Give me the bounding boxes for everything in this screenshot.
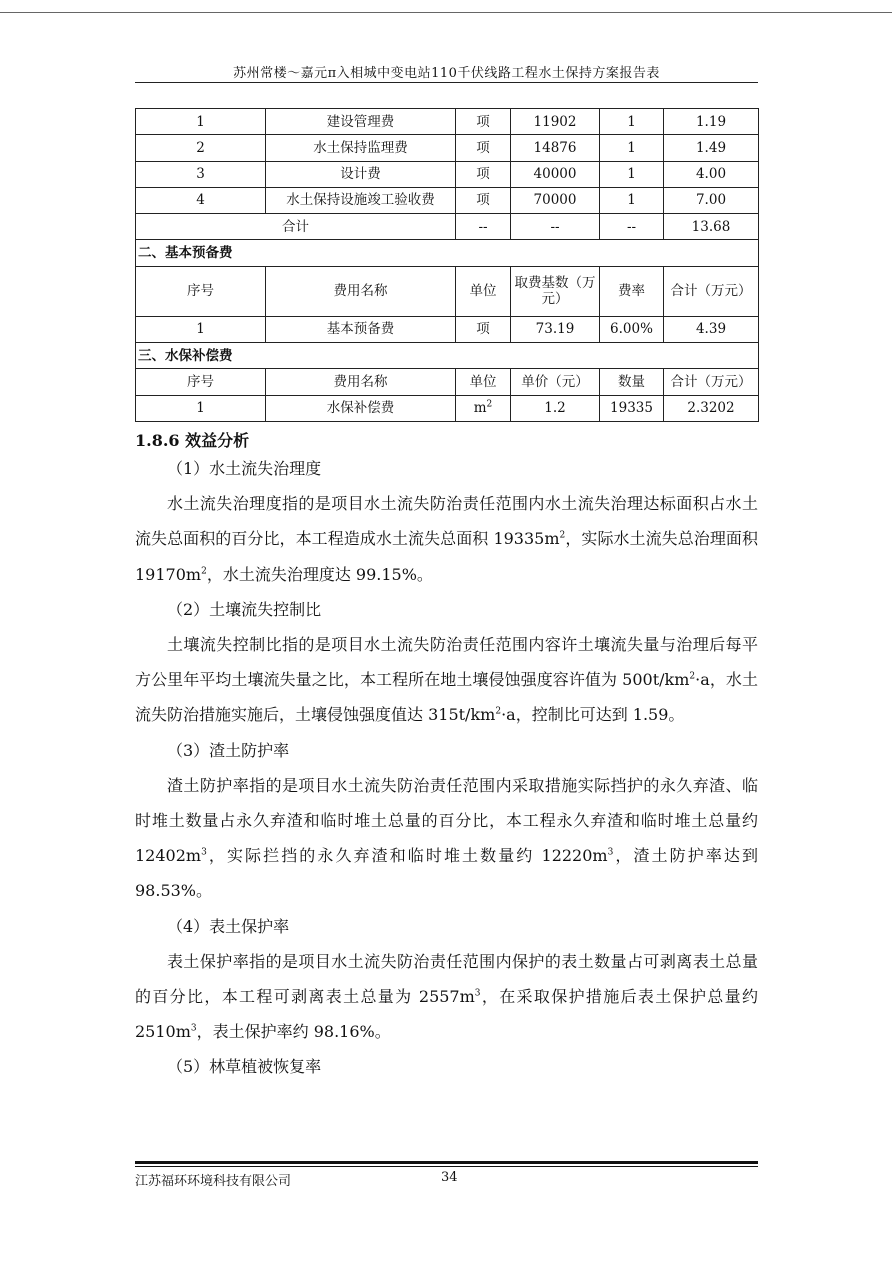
subtotal-label: 合计 [136, 214, 456, 240]
cell-no: 2 [136, 135, 266, 161]
cell-name: 基本预备费 [266, 316, 456, 342]
cell-amount: 14876 [511, 135, 600, 161]
cell-unit: 项 [456, 161, 511, 187]
header-row [136, 369, 759, 395]
item-title: （5）林草植被恢复率 [167, 1057, 322, 1077]
item-paragraph: 渣土防护率指的是项目水土流失防治责任范围内采取措施实际挡护的永久弃渣、临时堆土数量占永久弃渣和临时堆土总量的百分比，本工程永久弃渣和临时堆土总量约 $12402m^3$，实际拦挡的永久弃渣和临时堆土数量约 $12220m^3$，渣土防护率达到 98.53%。 [135, 775, 758, 901]
cell-total: 7.00 [664, 187, 759, 213]
col-header-total: 合计（万元） [664, 369, 759, 395]
cell-total: 4.39 [664, 316, 759, 342]
col-header-name: 费用名称 [266, 266, 456, 316]
table-row [136, 187, 759, 213]
col-header-base: 取费基数（万元） [511, 266, 600, 316]
cell-total: 1.19 [664, 109, 759, 135]
report-header-title: 苏州常楼～嘉元π入相城中变电站110千伏线路工程水土保持方案报告表 [233, 66, 660, 81]
cost-table [135, 108, 759, 422]
section-heading: 1.8.6 效益分析 [135, 431, 250, 450]
section-title-compensation: 三、水保补偿费 [136, 343, 759, 369]
item-title: （2）土壤流失控制比 [167, 599, 322, 619]
cell-rate: 6.00% [600, 316, 664, 342]
cell-no: 1 [136, 109, 266, 135]
cell-unit: 项 [456, 187, 511, 213]
cell-amount: 11902 [511, 109, 600, 135]
unit-superscript: 2 [486, 399, 493, 410]
cell-name: 设计费 [266, 161, 456, 187]
item-paragraph: 表土保护率指的是项目水土流失防治责任范围内保护的表土数量占可剥离表土总量的百分比，本工程可剥离表土总量为 $2557m^3$，在采取保护措施后表土保护总量约 $2510m^3$，表土保护率约 98.16%。 [135, 951, 758, 1042]
page-number: 34 [441, 1170, 458, 1185]
item-title: （3）渣土防护率 [167, 740, 290, 760]
cell-qty: 1 [600, 187, 664, 213]
col-header-qty: 数量 [600, 369, 664, 395]
col-header-rate: 费率 [600, 266, 664, 316]
cell-unit: 项 [456, 135, 511, 161]
item-paragraph: 土壤流失控制比指的是项目水土流失防治责任范围内容许土壤流失量与治理后每平方公里年平均土壤流失量之比，本工程所在地土壤侵蚀强度容许值为 $500t/km^2\cdot a$，水土流失防治措施实施后，土壤侵蚀强度值达 $315t/km^2\cdot a$，控制比可达到 1.59。 [135, 635, 758, 725]
footer-company: 江苏福环环境科技有限公司 [135, 1174, 292, 1189]
header-rule [135, 82, 758, 83]
cell-amount: 40000 [511, 161, 600, 187]
col-header-price: 单价（元） [511, 369, 600, 395]
cell-unit [456, 395, 511, 421]
cell-dash: -- [600, 214, 664, 240]
table-row [136, 316, 759, 342]
cell-no: 4 [136, 187, 266, 213]
col-header-unit: 单位 [456, 266, 511, 316]
cell-qty: 19335 [600, 395, 664, 421]
footer-rule-thin [135, 1166, 758, 1167]
subtotal-value: 13.68 [664, 214, 759, 240]
cell-amount: 70000 [511, 187, 600, 213]
cell-total: 1.49 [664, 135, 759, 161]
table-row [136, 109, 759, 135]
section-row [136, 240, 759, 266]
cell-total: 2.3202 [664, 395, 759, 421]
cell-no: 1 [136, 395, 266, 421]
page-edge-line [0, 12, 892, 13]
cell-name: 建设管理费 [266, 109, 456, 135]
item-paragraph: 水土流失治理度指的是项目水土流失防治责任范围内水土流失治理达标面积占水土流失总面积的百分比，本工程造成水土流失总面积 $19335m^2$，实际水土流失总治理面积 $19170m^2$，水土流失治理度达 99.15%。 [135, 494, 758, 584]
benefit-analysis-body [135, 451, 758, 1085]
cell-name: 水土保持设施竣工验收费 [266, 187, 456, 213]
col-header-unit: 单位 [456, 369, 511, 395]
subtotal-row [136, 214, 759, 240]
cell-unit: 项 [456, 316, 511, 342]
cell-qty: 1 [600, 109, 664, 135]
cell-name: 水保补偿费 [266, 395, 456, 421]
cell-base: 73.19 [511, 316, 600, 342]
section-title-reserve: 二、基本预备费 [136, 240, 759, 266]
footer-rule [135, 1161, 758, 1164]
cell-dash: -- [511, 214, 600, 240]
section-row [136, 343, 759, 369]
table-row [136, 395, 759, 421]
header-row [136, 266, 759, 316]
cell-price: 1.2 [511, 395, 600, 421]
cell-total: 4.00 [664, 161, 759, 187]
col-header-total: 合计（万元） [664, 266, 759, 316]
cell-no: 3 [136, 161, 266, 187]
col-header-name: 费用名称 [266, 369, 456, 395]
table-row [136, 161, 759, 187]
item-title: （4）表土保护率 [167, 916, 290, 936]
col-header-no: 序号 [136, 266, 266, 316]
cell-dash: -- [456, 214, 511, 240]
cell-name: 水土保持监理费 [266, 135, 456, 161]
cell-qty: 1 [600, 135, 664, 161]
unit-base: m [473, 400, 487, 417]
col-header-no: 序号 [136, 369, 266, 395]
item-title: （1）水土流失治理度 [167, 459, 322, 478]
cell-qty: 1 [600, 161, 664, 187]
cell-unit: 项 [456, 109, 511, 135]
table-row [136, 135, 759, 161]
cell-no: 1 [136, 316, 266, 342]
